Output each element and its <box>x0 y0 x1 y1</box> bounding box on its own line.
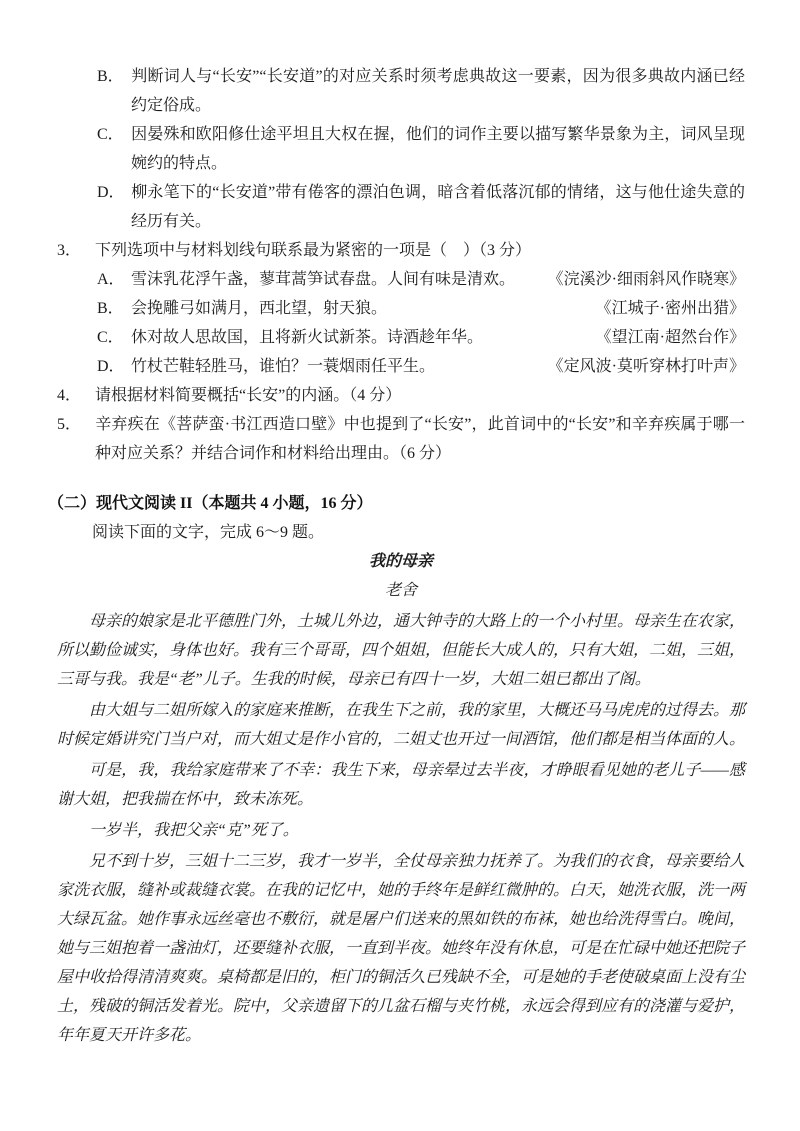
passage-intro: 阅读下面的文字，完成 6～9 题。 <box>92 524 325 541</box>
passage-paragraph: 由大姐与二姐所嫁入的家庭来推断，在我生下之前，我的家里，大概还马马虎虎的过得去。那时候定婚讲究门当户对，而大姐丈是作小官的，二姐丈也开过一间酒馆，他们都是相当体面的人。 <box>57 702 746 748</box>
question-number: 4． <box>57 387 82 404</box>
option-label: D． <box>97 358 125 375</box>
option-text: 柳永笔下的“长安道”带有倦客的漂泊色调，暗含着低落沉郁的情绪，这与他仕途失意的经历有关。 <box>131 184 745 230</box>
option-text: 休对故人思故国，且将新火试新茶。诗酒趁年华。 <box>131 329 484 346</box>
option-item-d <box>97 178 745 236</box>
question-text: 辛弃疾在《菩萨蛮·书江西造口壁》中也提到了“长安”，此首词中的“长安”和辛弃疾属于哪一种对应关系？并结合词作和材料给出理由。（6 分） <box>95 416 745 462</box>
option-label: B． <box>97 300 124 317</box>
option-source: 《望江南·超然台作》 <box>595 329 745 346</box>
question-4 <box>57 381 745 410</box>
option-item-a <box>97 265 745 294</box>
option-text: 会挽雕弓如满月，西北望，射天狼。 <box>131 300 388 317</box>
section-heading: （二）现代文阅读 II（本题共 4 小题，16 分） <box>48 495 373 512</box>
option-item-b <box>97 62 745 120</box>
question-3-stem <box>57 236 745 265</box>
option-label: C． <box>97 329 124 346</box>
passage-paragraph: 兄不到十岁，三姐十二三岁，我才一岁半，全仗母亲独力抚养了。为我们的衣食，母亲要给人家洗衣服，缝补或裁缝衣裳。在我的记忆中，她的手终年是鲜红微肿的。白天，她洗衣服，洗一两大绿瓦盆。她作事永远丝毫也不敷衍，就是屠户们送来的黑如铁的布袜，她也给洗得雪白。晚间，她与三姐抱着一盏油灯，还要缝补衣服，一直到半夜。她终年没有休息，可是在忙碌中她还把院子屋中收拾得清清爽爽。桌椅都是旧的，柜门的铜活久已残缺不全，可是她的手老使破桌面上没有尘土，残破的铜活发着光。院中，父亲遗留下的几盆石榴与夹竹桃，永远会得到应有的浇灌与爱护，年年夏天开许多花。 <box>57 853 746 1044</box>
question-number: 5． <box>57 416 82 433</box>
passage-title: 我的母亲 <box>368 553 433 570</box>
passage-paragraph: 母亲的娘家是北平德胜门外，土城儿外边，通大钟寺的大路上的一个小村里。母亲生在农家，所以勤俭诚实，身体也好。我有三个哥哥，四个姐姐，但能长大成人的，只有大姐，二姐，三姐，三哥与我。我是“老”儿子。生我的时候，母亲已有四十一岁，大姐二姐已都出了阁。 <box>57 613 746 688</box>
passage-author: 老舍 <box>384 582 417 599</box>
question-5 <box>57 410 745 468</box>
question-text: 请根据材料简要概括“长安”的内涵。（4 分） <box>95 387 402 404</box>
option-label: A． <box>97 271 125 288</box>
option-text: 因晏殊和欧阳修仕途平坦且大权在握，他们的词作主要以描写繁华景象为主，词风呈现婉约的特点。 <box>131 126 745 172</box>
option-text: 判断词人与“长安”“长安道”的对应关系时须考虑典故这一要素，因为很多典故内涵已经约定俗成。 <box>131 68 745 114</box>
passage-paragraph: 可是，我，我给家庭带来了不幸：我生下来，母亲晕过去半夜，才睁眼看见她的老儿子——感谢大姐，把我揣在怀中，致未冻死。 <box>57 762 745 808</box>
option-item-d <box>97 352 745 381</box>
option-label: B． <box>97 68 124 85</box>
question-2-options <box>57 62 745 236</box>
option-source: 《定风波·莫听穿林打叶声》 <box>547 358 745 375</box>
question-3 <box>57 236 745 381</box>
option-text: 雪沫乳花浮午盏，蓼茸蒿笋试春盘。人间有味是清欢。 <box>131 271 516 288</box>
option-item-c <box>97 120 745 178</box>
option-source: 《浣溪沙·细雨斜风作晓寒》 <box>547 271 745 288</box>
option-label: C． <box>97 126 124 143</box>
question-number: 3． <box>57 242 82 259</box>
option-text: 竹杖芒鞋轻胜马，谁怕？一蓑烟雨任平生。 <box>131 358 436 375</box>
question-text: 下列选项中与材料划线句联系最为紧密的一项是（ ）（3 分） <box>95 242 532 259</box>
option-label: D． <box>97 184 125 201</box>
option-item-b <box>97 294 745 323</box>
option-source: 《江城子·密州出猎》 <box>595 300 745 317</box>
option-item-c <box>97 323 745 352</box>
reading-passage <box>57 547 745 1050</box>
passage-paragraph: 一岁半，我把父亲“克”死了。 <box>89 822 299 839</box>
